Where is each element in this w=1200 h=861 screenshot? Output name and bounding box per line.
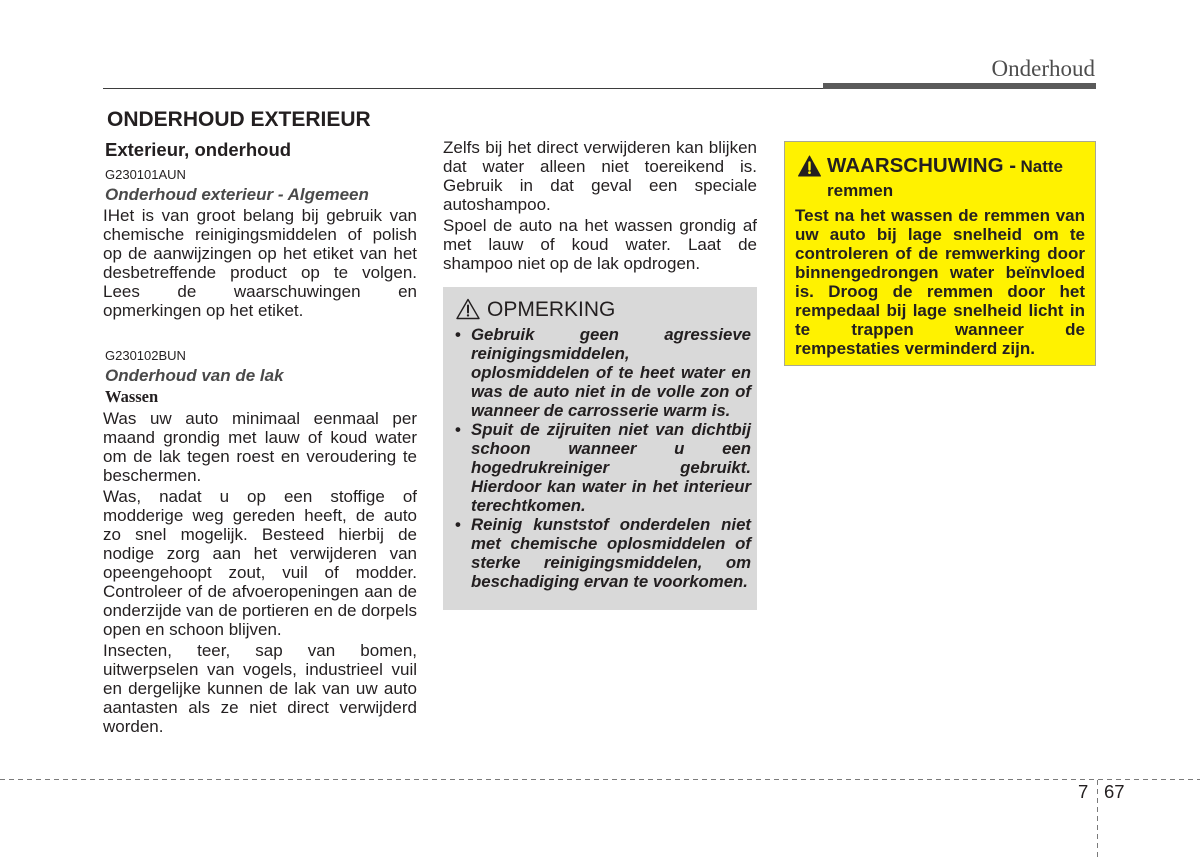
- paragraph: Was, nadat u op een stoffige of modderige weg gereden heeft, de auto zo snel mogelijk. Besteed hierbij de nodige zorg aan het verwijderen van opeengehoopt zout, vuil of modder. Controleer of de afvoeropeningen aan de onderzijde van de portieren en de dorpels open en schoon blijven.: [103, 487, 417, 639]
- bullet-marker: •: [455, 515, 461, 534]
- note-title: [455, 297, 751, 323]
- header-accent-bar: [823, 83, 1096, 89]
- warning-title-topic: Natte remmen: [827, 157, 1064, 200]
- middle-column: [443, 137, 757, 610]
- section-title: ONDERHOUD EXTERIEUR: [107, 108, 371, 131]
- icon-exclamation-dot: [467, 314, 469, 316]
- icon-exclamation-dot: [808, 171, 811, 174]
- bullet-marker: •: [455, 325, 461, 344]
- list-item-text: Gebruik geen agressieve reinigingsmiddelen, oplosmiddelen of te heet water en was de auto niet in de volle zon of wanneer de carrosserie warm is.: [471, 325, 751, 420]
- left-column: [103, 139, 417, 736]
- warning-title: [795, 154, 1085, 203]
- header-rule: [103, 88, 825, 89]
- warning-title-main: WAARSCHUWING -: [827, 154, 1017, 177]
- topic-heading: Exterieur, onderhoud: [105, 139, 292, 160]
- warning-triangle-icon: [798, 155, 821, 177]
- list-item: [455, 325, 751, 420]
- paragraph: Insecten, teer, sap van bomen, uitwerpselen van vogels, industrieel vuil en dergelijke kunnen de lak van uw auto aantasten als ze niet direct verwijderd worden.: [103, 641, 417, 736]
- list-item-text: Reinig kunststof onderdelen niet met chemische oplosmiddelen of sterke reinigingsmiddelen, om beschadiging ervan te voorkomen.: [471, 515, 751, 591]
- running-header-label: Onderhoud: [991, 56, 1095, 81]
- paragraph: IHet is van groot belang bij gebruik van chemische reinigingsmiddelen of polish op de aanwijzingen op het etiket van het desbetreffende product op te volgen. Lees de waarschuwingen en opmerkingen op het etiket.: [103, 206, 417, 320]
- note-list: [455, 325, 751, 591]
- subsection-label: Wassen: [105, 387, 159, 406]
- warning-body: Test na het wassen de remmen van uw auto bij lage snelheid om te controleren of de remwerking door binnengedrongen water beïnvloed is. Droog de remmen door het rempedaal bij lage snelheid licht in te trappen wanneer de rempestaties verminderd zijn.: [795, 206, 1085, 358]
- bullet-marker: •: [455, 420, 461, 439]
- page-number-divider: [1097, 780, 1098, 861]
- list-item: [455, 420, 751, 515]
- page-number: 67: [1104, 781, 1125, 802]
- note-box: [443, 287, 757, 610]
- footer-dashed-rule: [0, 779, 1200, 780]
- list-item-text: Spuit de zijruiten niet van dichtbij schoon wanneer u een hogedrukreiniger gebruikt. Hierdoor kan water in het interieur terechtkomen.: [471, 420, 751, 515]
- paragraph: Spoel de auto na het wassen grondig af met lauw of koud water. Laat de shampoo niet op de lak opdrogen.: [443, 216, 757, 273]
- reference-code: G230101AUN: [105, 167, 186, 182]
- paragraph: Was uw auto minimaal eenmaal per maand grondig met lauw of koud water om de lak tegen roest en veroudering te beschermen.: [103, 409, 417, 485]
- subheading: Onderhoud exterieur - Algemeen: [105, 185, 369, 204]
- subheading: Onderhoud van de lak: [105, 366, 284, 385]
- caution-triangle-icon: [456, 298, 480, 320]
- note-title-text: OPMERKING: [487, 298, 616, 321]
- reference-code: G230102BUN: [105, 348, 186, 363]
- warning-box: [784, 141, 1096, 366]
- list-item: [455, 515, 751, 591]
- chapter-number: 7: [1078, 781, 1089, 802]
- paragraph: Zelfs bij het direct verwijderen kan blijken dat water alleen niet toereikend is. Gebruik in dat geval een speciale autoshampoo.: [443, 138, 757, 214]
